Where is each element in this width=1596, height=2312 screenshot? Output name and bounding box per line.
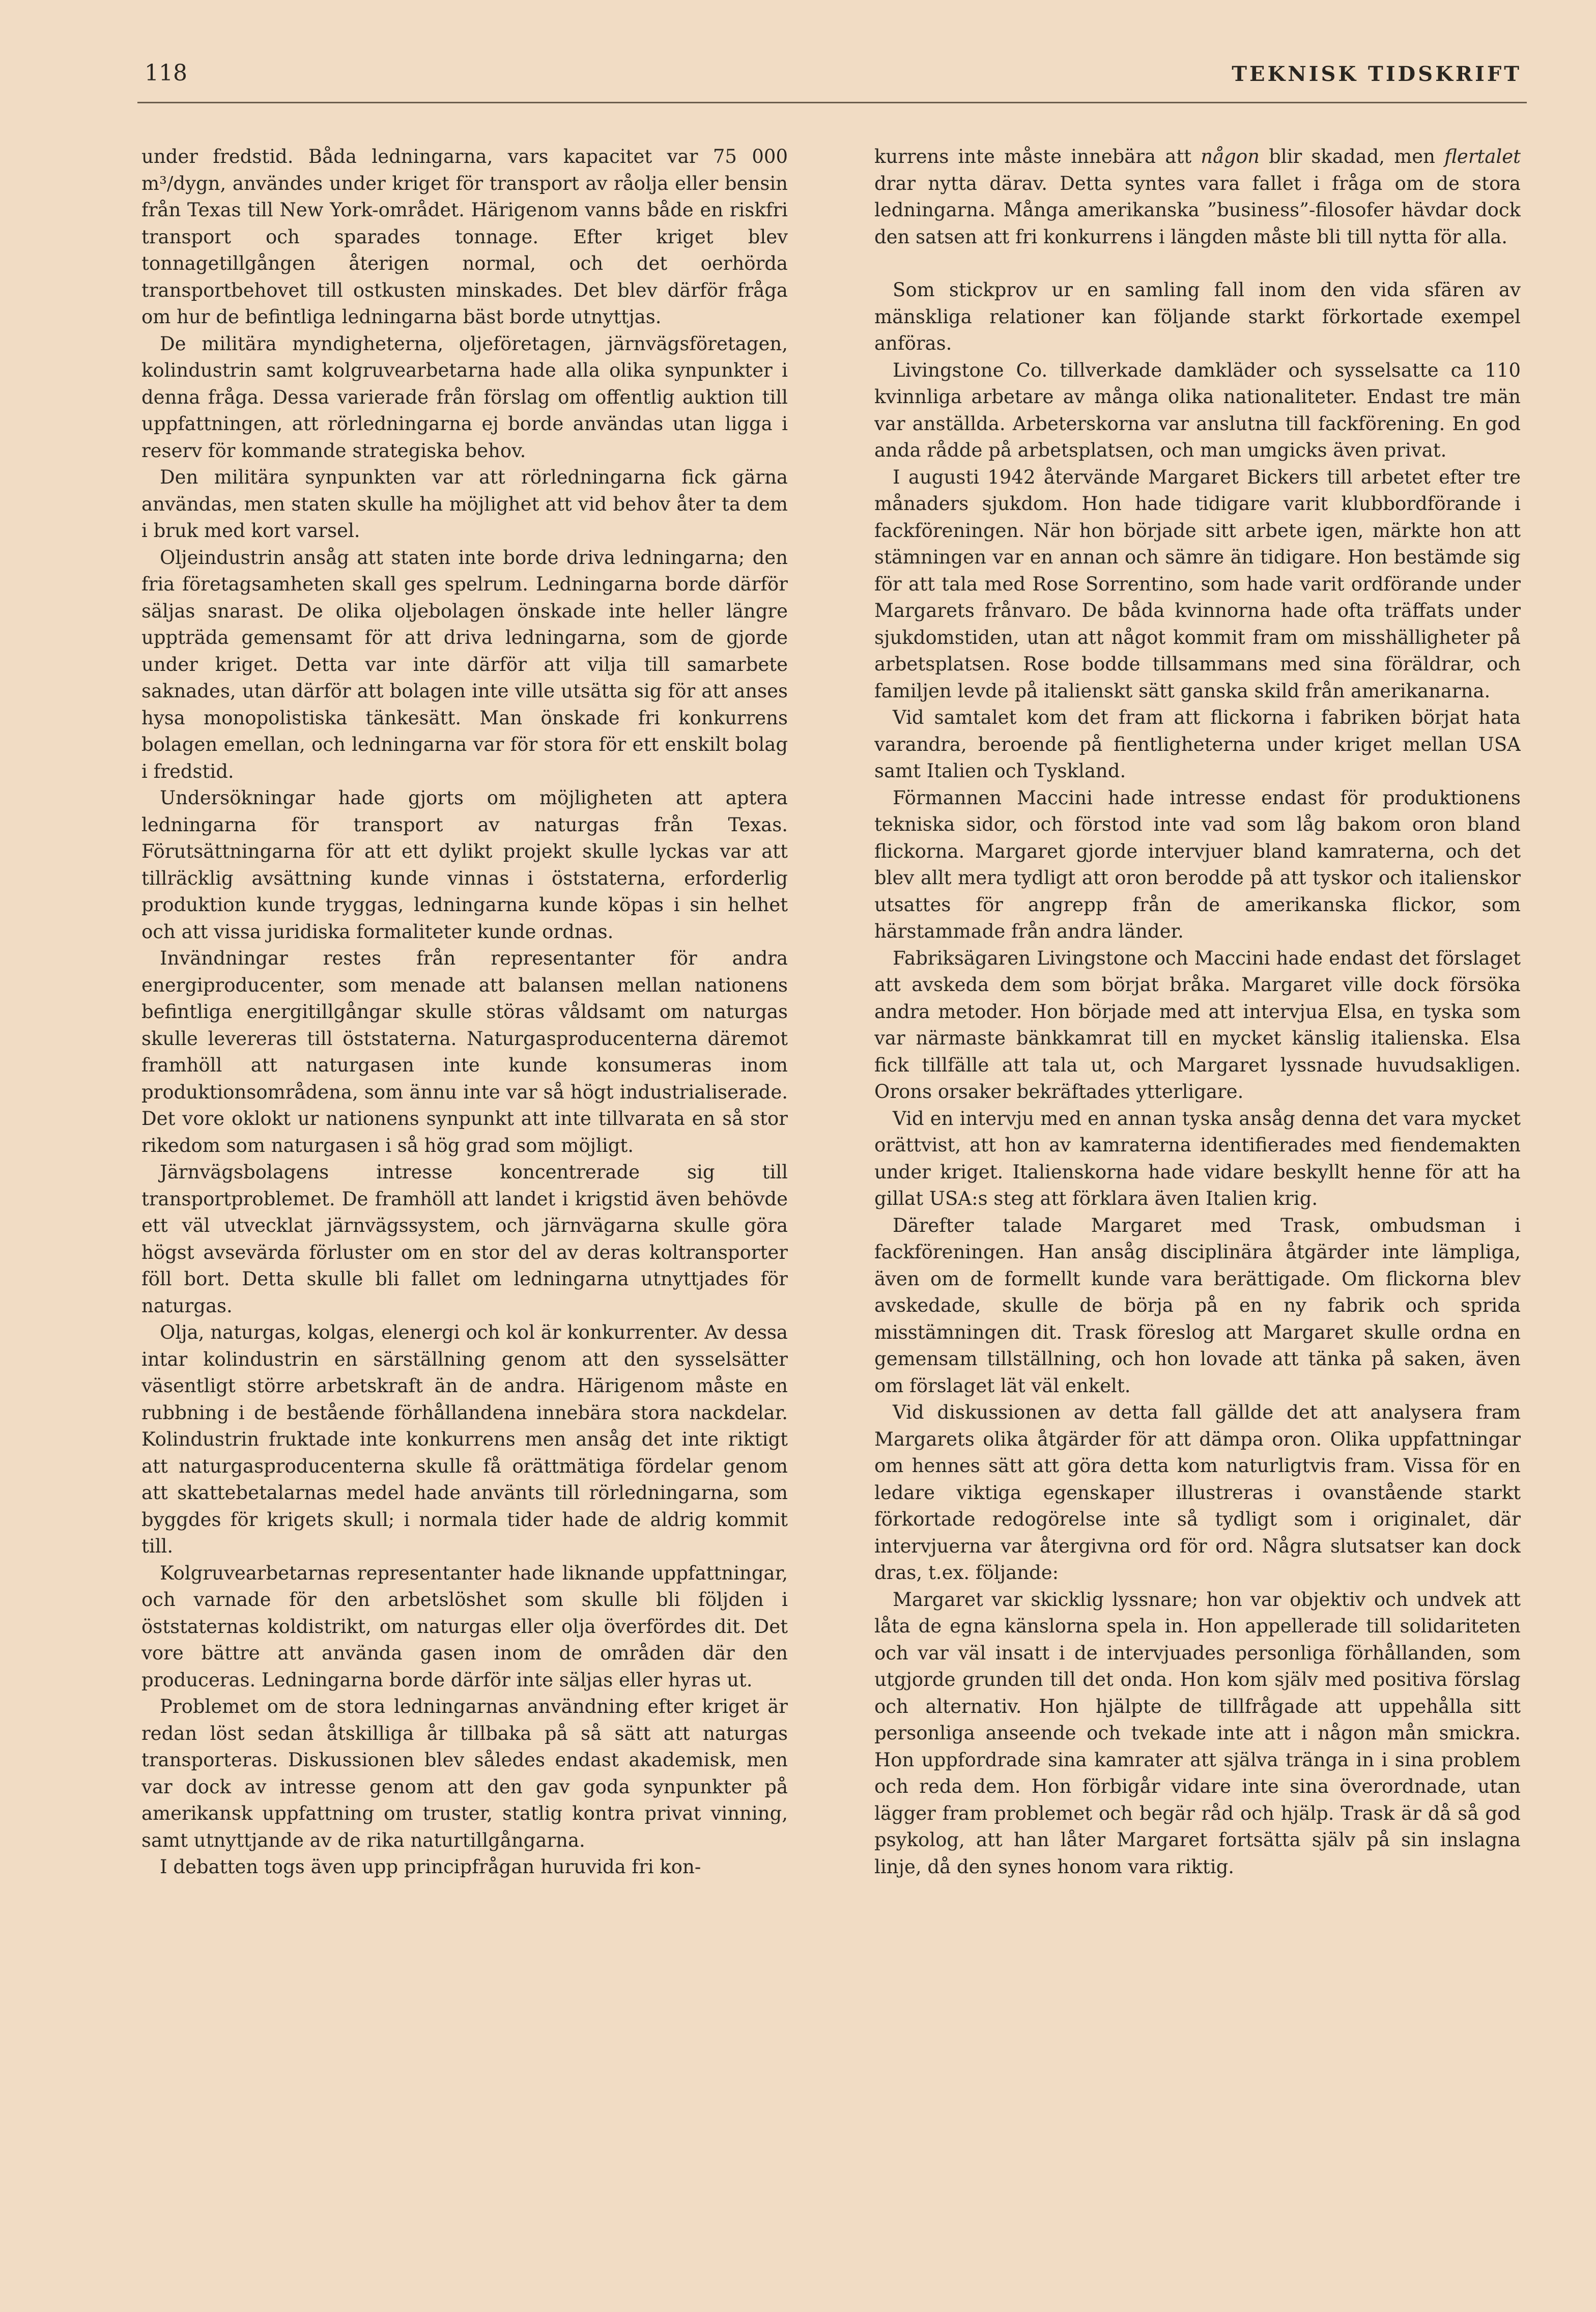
paragraph: Förmannen Maccini hade intresse endast för produktionens tekniska sidor, och förstod inte vad som låg bakom oron bland flickorna. Margaret gjorde intervjuer bland kamraterna, och det blev allt mera tydligt att oron berodde på att tyskor och italienskor utsattes för angrepp från de amerikanska flickor, som härstammade från andra länder.: [874, 786, 1521, 942]
paragraph: Margaret var skicklig lyssnare; hon var objektiv och undvek att låta de egna känslorna spela in. Hon appellerade till solidariteten och var väl insatt i de intervjuades personliga förhållanden, som utgjorde grunden till det onda. Hon kom själv med positiva förslag och alternativ. Hon hjälpte de tillfrågade att uppehålla sitt personliga anseende och tvekade inte att i någon mån smickra. Hon uppfordrade sina kamrater att själva tränga in i sina problem och reda dem. Hon förbigår vidare inte sina överordnade, utan lägger fram problemet och begär råd och hjälp. Trask är då så god psykolog, att han låter Margaret fortsätta själv på sin inslagna linje, då den synes honom vara riktig.: [874, 1588, 1521, 1878]
running-header: [137, 60, 1522, 96]
paragraph: Den militära synpunkten var att rörledningarna fick gärna användas, men staten skulle ha möjlighet att vid behov åter ta dem i bruk med kort varsel.: [141, 466, 788, 542]
paragraph: Vid diskussionen av detta fall gällde det att analysera fram Margarets olika åtgärder för att dämpa oron. Olika uppfattningar om hennes sätt att göra detta kom naturligtvis fram. Vissa för en ledare viktiga egenskaper illustreras i ovanstående starkt förkortade redogörelse inte så tydligt som i originalet, där intervjuerna var återgivna ord för ord. Några slutsatser kan dock dras, t.ex. följande:: [874, 1401, 1521, 1584]
paragraph: Olja, naturgas, kolgas, elenergi och kol är konkurrenter. Av dessa intar kolindustrin en särställning genom att den sysselsätter väsentligt större arbetskraft än de andra. Härigenom måste en rubbning i de bestående förhållandena innebära stora nackdelar. Kolindustrin fruktade inte konkurrens men ansåg det inte riktigt att naturgasproducenterna skulle få orättmätiga fördelar genom att skattebetalarnas medel hade använts till rörledningarna, som byggdes för krigets skull; i normala tider hade de aldrig kommit till.: [141, 1321, 788, 1557]
paragraph: Undersökningar hade gjorts om möjligheten att aptera ledningarna för transport av naturgas från Texas. Förutsättningarna för att ett dylikt projekt skulle lyckas var att tillräcklig avsättning kunde vinnas i öststaterna, erforderlig produktion kunde tryggas, ledningarna kunde köpas i sin helhet och att vissa juridiska formaliteter kunde ordnas.: [141, 787, 788, 943]
paragraph: Invändningar restes från representanter för andra energiproducenter, som menade att balansen mellan nationens befintliga energitillgångar skulle störas våldsamt om naturgas skulle levereras till öststaterna. Naturgasproducenterna däremot framhöll att naturgasen inte kunde konsumeras inom produktionsområdena, som ännu inte var så högt industrialiserade. Det vore oklokt ur nationens synpunkt att inte tillvarata en så stor rikedom som naturgasen i så hög grad som möjligt.: [141, 947, 788, 1157]
paragraph: Oljeindustrin ansåg att staten inte borde driva ledningarna; den fria företagsamheten skall ges spelrum. Ledningarna borde därför säljas snarast. De olika oljebolagen önskade inte heller längre uppträda gemensamt för att driva ledningarna, som de gjorde under kriget. Detta var inte därför att vilja till samarbete saknades, utan därför att bolagen inte ville utsätta sig för att anses hysa monopolistiska tänkesätt. Man önskade fri konkurrens bolagen emellan, och ledningarna var för stora för ett enskilt bolag i fredstid.: [141, 546, 788, 782]
paragraph: I augusti 1942 återvände Margaret Bickers till arbetet efter tre månaders sjukdom. Hon hade tidigare varit klubbordförande i fackföreningen. När hon började sitt arbete igen, märkte hon att stämningen var en annan och sämre än tidigare. Hon bestämde sig för att tala med Rose Sorrentino, som hade varit ordförande under Margarets frånvaro. De båda kvinnorna hade ofta träffats under sjukdomstiden, utan att något kommit fram om misshälligheter på arbetsplatsen. Rose bodde tillsammans med sina föräldrar, och familjen levde på italienskt sätt ganska skild från amerikanarna.: [874, 466, 1521, 702]
paragraph: De militära myndigheterna, oljeföretagen, järnvägsföretagen, kolindustrin samt kolgruvearbetarna hade alla olika synpunkter i denna fråga. Dessa varierade från förslag om offentlig auktion till uppfattningen, att rörledningarna ej borde användas utan ligga i reserv för kommande strategiska behov.: [141, 332, 788, 462]
paragraph: Vid en intervju med en annan tyska ansåg denna det vara mycket orättvist, att hon av kamraterna identifierades med fiendemakten under kriget. Italienskorna hade vidare beskyllt henne för att ha gillat USA:s steg att förklara även Italien krig.: [874, 1107, 1521, 1209]
paragraph: Kolgruvearbetarnas representanter hade liknande uppfattningar, och varnade för den arbetslöshet som skulle bli följden i öststaternas koldistrikt, om naturgas eller olja överfördes dit. Det vore bättre att använda gasen inom de områden där den produceras. Ledningarna borde därför inte säljas eller hyras ut.: [141, 1562, 788, 1691]
paragraph: Vid samtalet kom det fram att flickorna i fabriken börjat hata varandra, beroende på fientligheterna under kriget mellan USA samt Italien och Tyskland.: [874, 707, 1521, 782]
text-run: drar nytta därav. Detta syntes vara fallet i fråga om de stora ledningarna. Många amerikanska ”business”-filosofer hävdar dock den satsen att fri konkurrens i längden måste bli till nytta för alla.: [874, 172, 1521, 248]
paragraph: Livingstone Co. tillverkade damkläder och sysselsatte ca 110 kvinnliga arbetare av många olika nationaliteter. Endast tre män var anställda. Arbeterskorna var anslutna till fackförening. En god anda rådde på arbetsplatsen, och man umgicks även privat.: [874, 359, 1521, 461]
emphasis-flertalet: flertalet: [1444, 146, 1521, 167]
emphasis-nagon: någon: [1201, 146, 1260, 167]
journal-title: TEKNISK TIDSKRIFT: [1232, 62, 1522, 86]
right-column: [874, 144, 1521, 2231]
left-column: [141, 144, 788, 2231]
text-run: blir skadad, men: [1259, 146, 1445, 167]
paragraph: Fabriksägaren Livingstone och Maccini hade endast det förslaget att avskeda dem som börjat bråka. Margaret ville dock försöka andra metoder. Hon började med att intervjua Elsa, en tyska som var närmaste bänkkamrat till en mycket känslig italienska. Elsa fick tillfälle att tala ut, och Margaret lyssnade huvudsakligen. Orons orsaker bekräftades ytterligare.: [874, 947, 1521, 1103]
paragraph: Järnvägsbolagens intresse koncentrerade sig till transportproblemet. De framhöll att landet i krigstid även behövde ett väl utvecklat järnvägssystem, och järnvägarna skulle göra högst avsevärda förluster om en stor del av deras koltransporter föll bort. Detta skulle bli fallet om ledningarna utnyttjades för naturgas.: [141, 1161, 788, 1317]
page-number: 118: [145, 60, 187, 86]
paragraph: under fredstid. Båda ledningarna, vars kapacitet var 75 000 m³/dygn, användes under kriget för transport av råolja eller bensin från Texas till New York-området. Härigenom vanns både en riskfri transport och sparades tonnage. Efter kriget blev tonnagetillgången återigen normal, och det oerhörda transportbehovet till ostkusten minskades. Det blev därför fråga om hur de befintliga ledningarna bäst borde utnyttjas.: [141, 146, 788, 328]
paragraph-opening: [874, 144, 1521, 250]
text-run: kurrens inte måste innebära att: [874, 146, 1201, 167]
paragraph: Därefter talade Margaret med Trask, ombudsman i fackföreningen. Han ansåg disciplinära åtgärder inte lämpliga, även om de formellt kunde vara berättigade. Om flickorna blev avskedade, skulle de börja på en ny fabrik och sprida misstämningen dit. Trask föreslog att Margaret skulle ordna en gemensam tillställning, och hon lovade att tänka på saken, även om förslaget lät väl enkelt.: [874, 1214, 1521, 1397]
paragraph: Som stickprov ur en samling fall inom den vida sfären av mänskliga relationer kan följande starkt förkortade exempel anföras.: [874, 279, 1521, 354]
paragraph: I debatten togs även upp principfrågan huruvida fri kon-: [160, 1856, 701, 1878]
header-rule: [137, 102, 1527, 103]
paragraph: Problemet om de stora ledningarnas användning efter kriget är redan löst sedan åtskilliga år tillbaka på så sätt att naturgas transporteras. Diskussionen blev således endast akademisk, men var dock av intresse genom att den gav goda synpunkter på amerikansk uppfattning om truster, statlig kontra privat vinning, samt utnyttjande av de rika naturtillgångarna.: [141, 1696, 788, 1851]
